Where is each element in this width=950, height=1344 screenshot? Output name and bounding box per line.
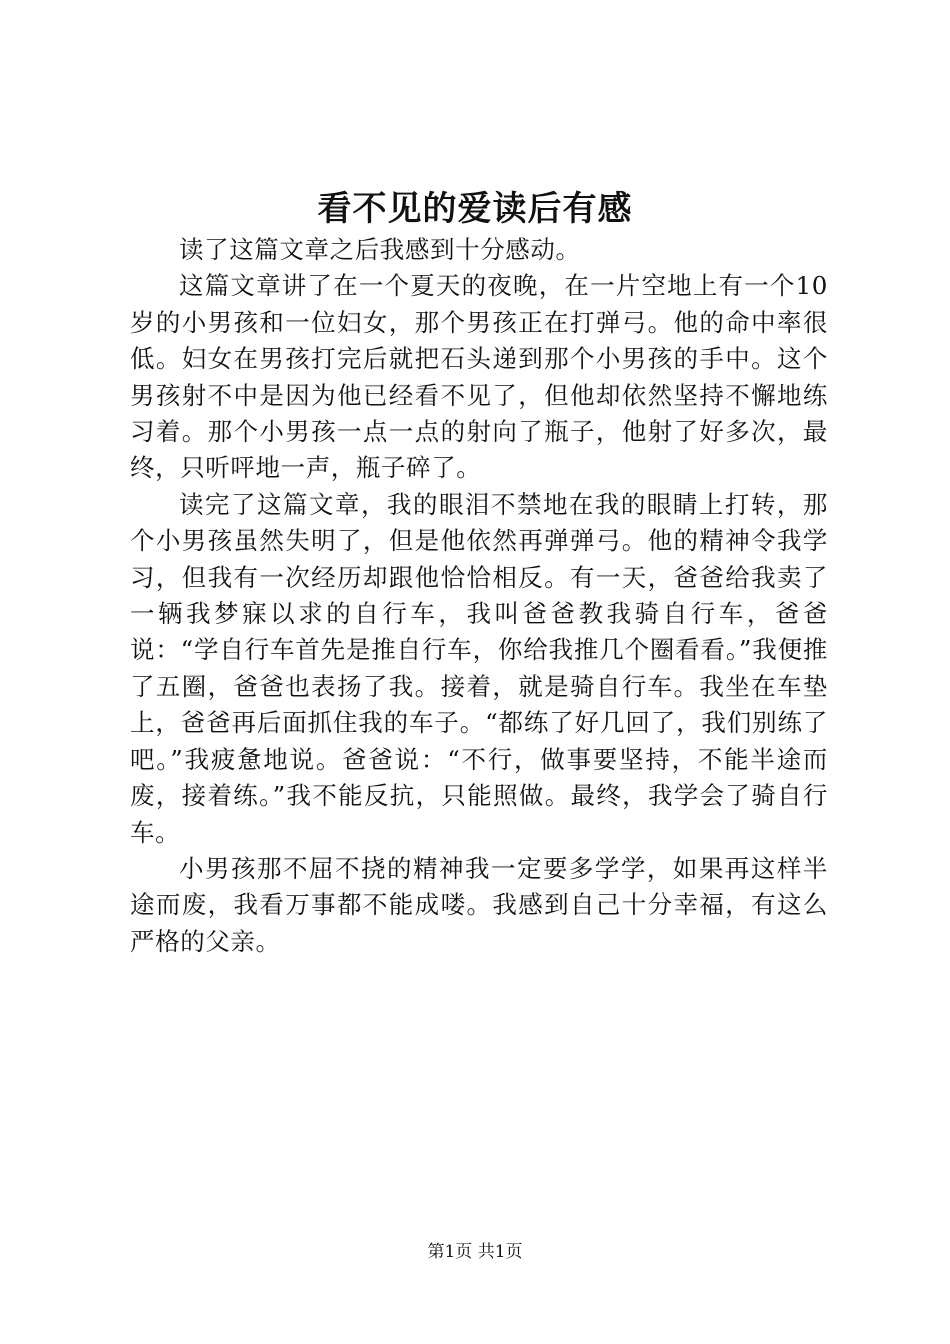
document-title: 看不见的爱读后有感 xyxy=(317,189,633,229)
paragraph-4: 小男孩那不屈不挠的精神我一定要多学学，如果再这样半途而废，我看万事都不能成喽。我感到自己十分幸福，有这么严格的父亲。 xyxy=(130,853,828,956)
page-footer: 第1页 共1页 xyxy=(427,1242,523,1262)
document-body xyxy=(130,232,828,960)
paragraph-3: 读完了这篇文章，我的眼泪不禁地在我的眼睛上打转，那个小男孩虽然失明了，但是他依然再弹弹弓。他的精神令我学习，但我有一次经历却跟他恰恰相反。有一天，爸爸给我卖了一辆我梦寐以求的自行车，我叫爸爸教我骑自行车，爸爸说：“学自行车首先是推自行车，你给我推几个圈看看。”我便推了五圈，爸爸也表扬了我。接着，就是骑自行车。我坐在车垫上，爸爸再后面抓住我的车子。“都练了好几回了，我们别练了吧。”我疲惫地说。爸爸说：“不行，做事要坚持，不能半途而废，接着练。”我不能反抗，只能照做。最终，我学会了骑自行车。 xyxy=(130,489,828,847)
paragraph-2: 这篇文章讲了在一个夏天的夜晚，在一片空地上有一个10岁的小男孩和一位妇女，那个男孩正在打弹弓。他的命中率很低。妇女在男孩打完后就把石头递到那个小男孩的手中。这个男孩射不中是因为他已经看不见了，但他却依然坚持不懈地练习着。那个小男孩一点一点的射向了瓶子，他射了好多次，最终，只听呯地一声，瓶子碎了。 xyxy=(130,271,828,483)
paragraph-1: 读了这篇文章之后我感到十分感动。 xyxy=(179,235,581,264)
